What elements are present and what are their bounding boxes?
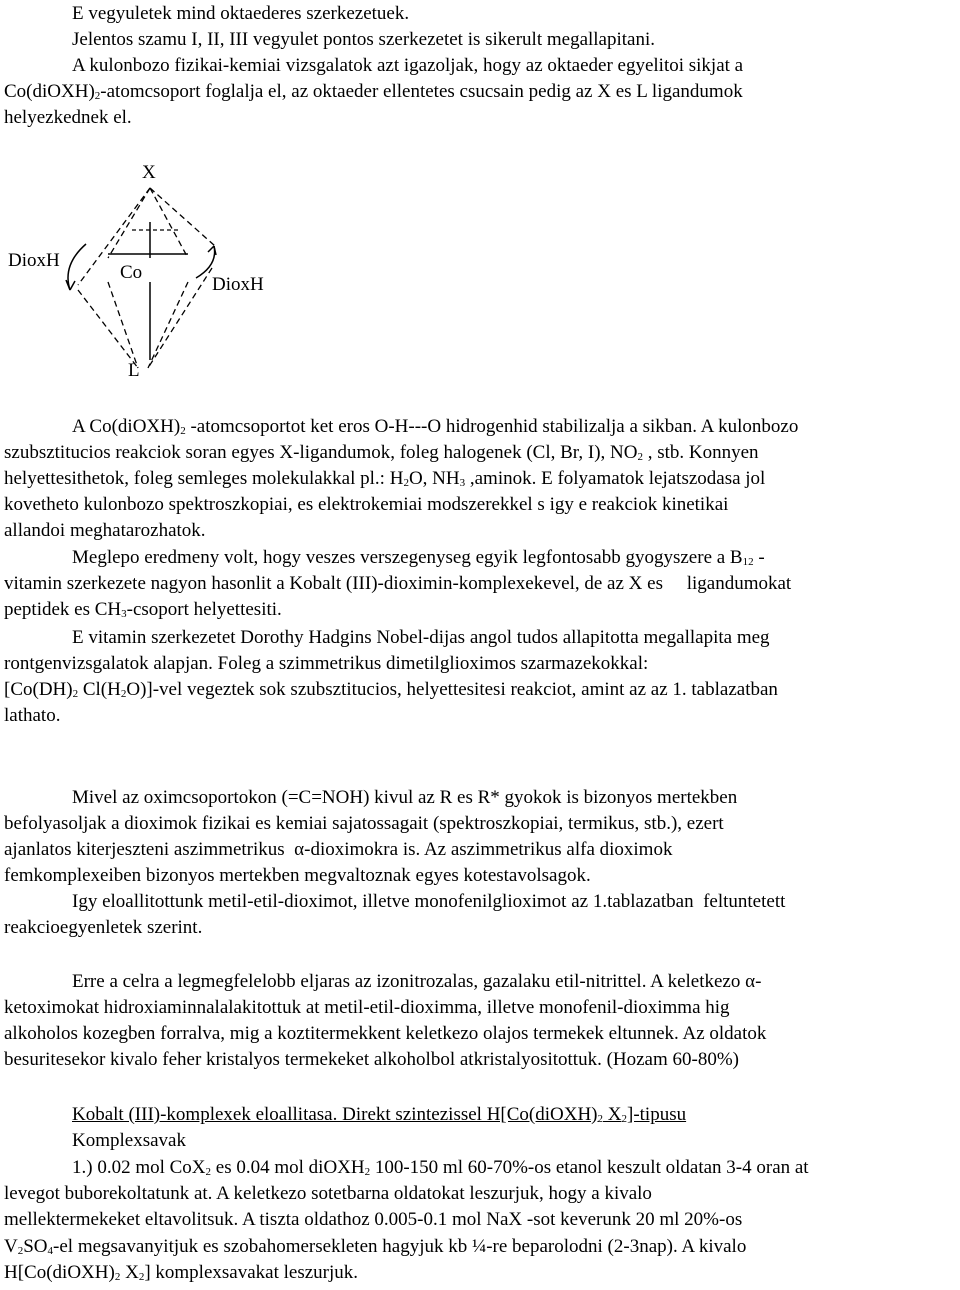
diagram-label-x: X (142, 162, 156, 183)
text-run: ]-tipusu (627, 1104, 687, 1125)
text-line: rontgenvizsgalatok alapjan. Foleg a szimmetrikus dimetilglioximos szarmazekokkal: (4, 653, 649, 674)
text-run: O, NH (408, 468, 460, 489)
text-line (4, 1261, 358, 1289)
text-run: peptidek es CH (4, 599, 122, 620)
text-line (72, 415, 798, 443)
text-line: Erre a celra a legmegfelelobb eljaras az izonitrozalas, gazalaku etil-nitrittel. A keletkezo α- (72, 971, 762, 992)
diagram-label-co: Co (120, 262, 143, 283)
text-run: X (603, 1104, 622, 1125)
subscript: 2 (17, 1245, 24, 1257)
subscript: 2 (94, 90, 101, 102)
text-line (4, 80, 743, 108)
subscript: 2 (72, 688, 79, 700)
text-run: V (4, 1236, 18, 1257)
text-run: - (753, 547, 765, 568)
text-line: Jelentos szamu I, II, III vegyulet pontos szerkezetet is sikerult megallapitani. (72, 29, 656, 50)
subscript: 3 (121, 608, 127, 620)
text-line: lathato. (4, 705, 61, 726)
text-run: es 0.04 mol diOXH (211, 1157, 365, 1178)
text-run: X (120, 1262, 139, 1283)
text-line: E vitamin szerkezetet Dorothy Hadgins Nobel-dijas angol tudos allapitotta megallapita meg (72, 627, 770, 648)
section-heading (72, 1103, 686, 1131)
subscript: 2 (180, 425, 186, 437)
text-line: femkomplexeiben bizonyos mertekben megvaltoznak egyes kotestavolsagok. (4, 865, 591, 886)
diagram-label-l: L (128, 360, 140, 381)
subscript: 2 (403, 477, 409, 489)
text-line: A kulonbozo fizikai-kemiai vizsgalatok azt igazoljak, hogy az oktaeder egyelitoi sikjat a (72, 55, 744, 76)
text-run: ] komplexsavakat leszurjuk. (144, 1262, 358, 1283)
text-line: reakcioegyenletek szerint. (4, 917, 203, 938)
text-line: kovetheto kulonbozo spektroszkopiai, es elektrokemiai modszerekkel s igy e reakciok kinetikai (4, 494, 729, 515)
subscript: 4 (47, 1245, 54, 1257)
subscript: 2 (138, 1271, 145, 1283)
text-line: besuritesekor kivalo feher kristalyos termekeket alkoholbol atkristalyositottuk. (Hozam 60-80%) (4, 1049, 739, 1070)
subscript: 2 (637, 451, 643, 463)
subscript: 12 (742, 556, 754, 568)
text-line: befolyasoljak a dioximok fizikai es kemiai sajatossagait (spektroszkopiai, termikus, stb.), ezert (4, 813, 724, 834)
text-run: 100-150 ml 60-70%-os etanol keszult oldatan 3-4 oran at (370, 1157, 809, 1178)
subscript: 2 (364, 1166, 371, 1178)
text-line (4, 678, 778, 706)
text-line: ketoximokat hidroxiaminnalalakitottuk at metil-etil-dioximma, illetve monofenil-dioximma hig (4, 997, 730, 1018)
text-run: ,aminok. E folyamatok lejatszodasa jol (465, 468, 766, 489)
text-run: H[Co(diOXH) (4, 1262, 115, 1283)
text-run: O)]-vel vegeztek sok szubsztitucios, helyettesitesi reakciot, amint az az 1. tablazatban (126, 679, 778, 700)
text-line: E vegyuletek mind oktaederes szerkezetuek. (72, 3, 410, 24)
text-run: -csoport helyettesiti. (126, 599, 282, 620)
text-run: Co(diOXH) (4, 81, 95, 102)
text-line (4, 598, 282, 626)
text-line: helyezkednek el. (4, 107, 132, 128)
text-line: mellektermekeket eltavolitsuk. A tiszta oldathoz 0.005-0.1 mol NaX -sot keverunk 20 ml 20%-os (4, 1209, 743, 1230)
text-line: alkoholos kozegben forralva, mig a koztitermekkent keletkezo olajos termekek eltunnek. Az oldatok (4, 1023, 767, 1044)
text-line (4, 467, 765, 495)
text-line (72, 546, 765, 574)
diagram-label-dioxh-right: DioxH (212, 274, 264, 295)
text-line (4, 1235, 746, 1263)
subscript: 2 (114, 1271, 121, 1283)
text-run: -atomcsoportot ket eros O-H---O hidrogenhid stabilizalja a sikban. A kulonbozo (185, 416, 799, 437)
text-line: levegot buborekoltatunk at. A keletkezo sotetbarna oldatokat leszurjuk, hogy a kivalo (4, 1183, 652, 1204)
subscript: 2 (597, 1113, 604, 1125)
text-run: Cl(H (78, 679, 121, 700)
text-run: Meglepo eredmeny volt, hogy veszes verszegenyseg egyik legfontosabb gyogyszere a B (72, 547, 743, 568)
text-line: vitamin szerkezete nagyon hasonlit a Kobalt (III)-dioximin-komplexekevel, de az X es ligandumokat (4, 573, 792, 594)
subscript: 2 (205, 1166, 212, 1178)
octahedron-diagram (0, 150, 960, 385)
subscript: 2 (120, 688, 127, 700)
diagram-label-dioxh-left: DioxH (8, 250, 60, 271)
section-subheading: Komplexsavak (72, 1130, 186, 1151)
text-line (4, 441, 759, 469)
text-line (72, 1156, 809, 1184)
subscript: 3 (459, 477, 466, 489)
text-run: [Co(DH) (4, 679, 73, 700)
text-run: helyettesithetok, foleg semleges molekulakkal pl.: H (4, 468, 404, 489)
text-run: Kobalt (III)-komplexek eloallitasa. Direkt szintezissel H[Co(diOXH) (72, 1104, 598, 1125)
text-line: Igy eloallitottunk metil-etil-dioximot, illetve monofenilglioximot az 1.tablazatban feltuntetett (72, 891, 786, 912)
text-line: ajanlatos kiterjeszteni aszimmetrikus α-dioximokra is. Az aszimmetrikus alfa dioximok (4, 839, 673, 860)
subscript: 2 (621, 1113, 627, 1125)
text-run: -atomcsoport foglalja el, az oktaeder ellentetes csucsain pedig az X es L ligandumok (100, 81, 743, 102)
text-run: A Co(diOXH) (72, 416, 181, 437)
text-line: Mivel az oximcsoportokon (=C=NOH) kivul az R es R* gyokok is bizonyos mertekben (72, 787, 738, 808)
text-run: -el megsavanyitjuk es szobahomersekleten hagyjuk kb ¼-re beparolodni (2-3nap). A kivalo (53, 1236, 747, 1257)
text-run: szubsztitucios reakciok soran egyes X-ligandumok, foleg halogenek (Cl, Br, I), NO (4, 442, 638, 463)
text-line: allandoi meghatarozhatok. (4, 520, 206, 541)
text-run: 1.) 0.02 mol CoX (72, 1157, 206, 1178)
text-run: , stb. Konnyen (642, 442, 759, 463)
text-run: SO (23, 1236, 48, 1257)
